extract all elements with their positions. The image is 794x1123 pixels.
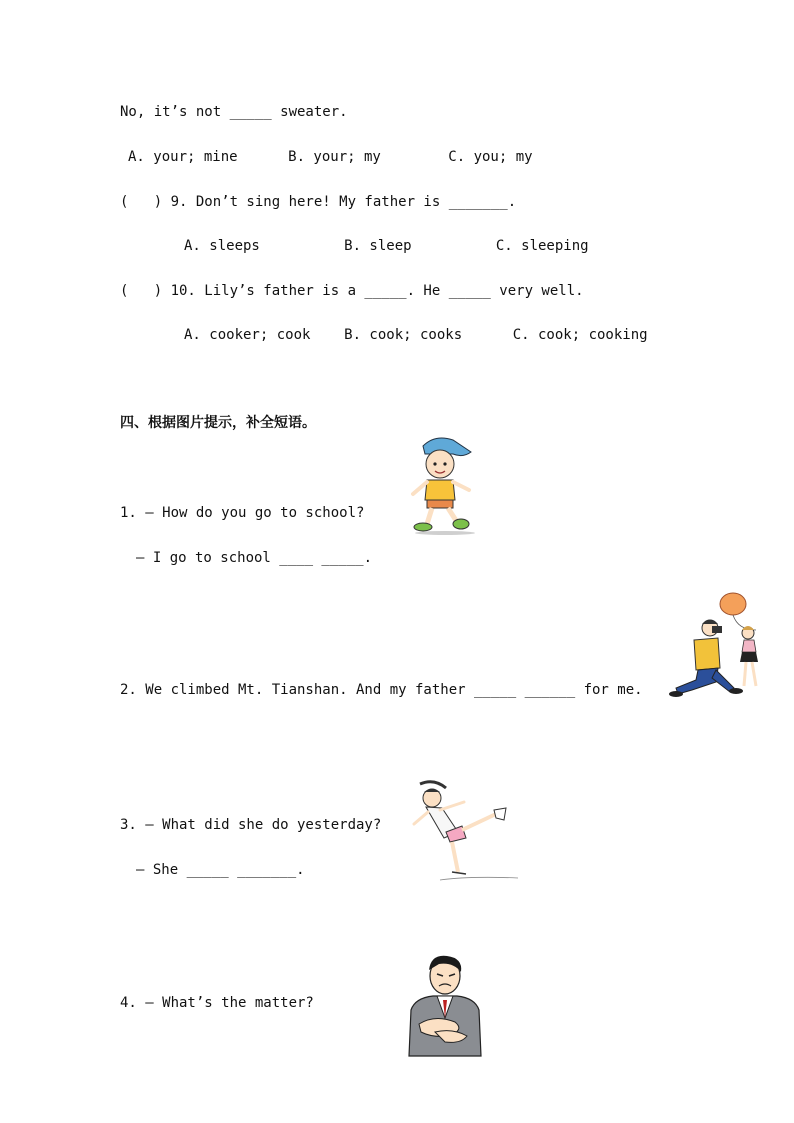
item-2-question: 2. We climbed Mt. Tianshan. And my father _____ ______ for me. [120,682,643,698]
girl-skating-image [410,780,520,884]
item-4-question: 4. — What’s the matter? [120,995,314,1011]
boy-walking-image [405,432,480,536]
father-taking-photo-image [668,590,768,705]
q10-options: A. cooker; cook B. cook; cooks C. cook; cooking [184,327,648,343]
q8-options: A. your; mine B. your; my C. you; my [128,149,533,165]
man-stomachache-image [405,952,485,1058]
section-4-heading: 四、根据图片提示，补全短语。 [120,415,316,431]
q10-stem: ( ) 10. Lily’s father is a _____. He _____ very well. [120,283,584,299]
item-1-question: 1. — How do you go to school? [120,505,365,521]
q9-stem: ( ) 9. Don’t sing here! My father is _______. [120,194,517,210]
item-3-question: 3. — What did she do yesterday? [120,817,382,833]
item-1-answer: — I go to school ____ _____. [136,550,373,566]
item-3-answer: — She _____ _______. [136,862,305,878]
q8-answer-line: No, it’s not _____ sweater. [120,104,348,120]
q9-options: A. sleeps B. sleep C. sleeping [184,238,589,254]
